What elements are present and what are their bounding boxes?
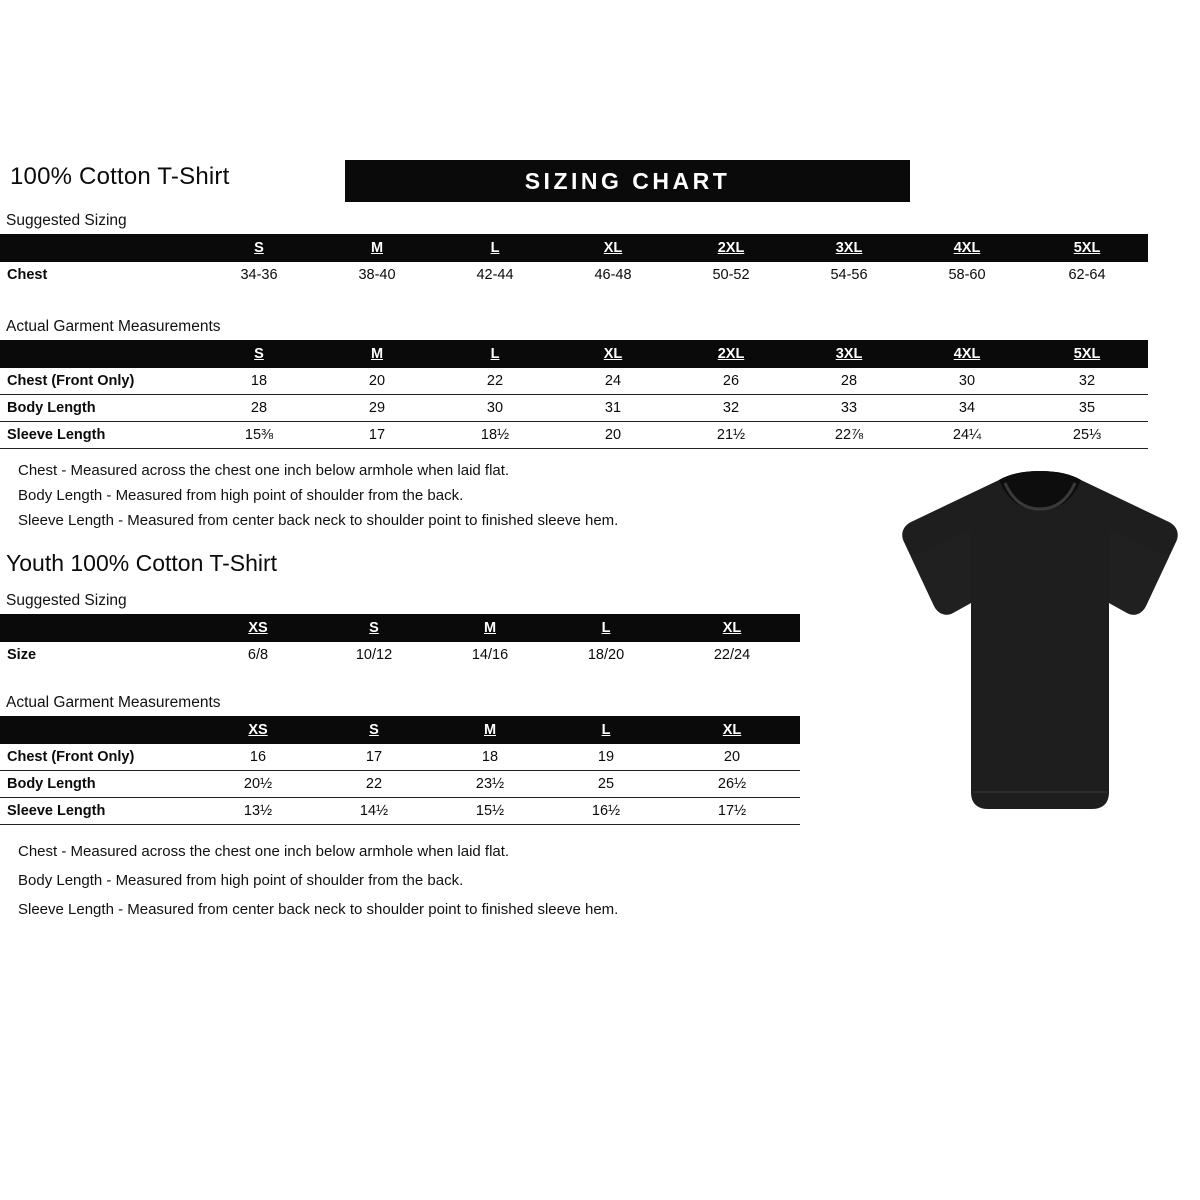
- adult-actual-measurements-table: [0, 340, 1148, 449]
- col-header-xl: XL: [554, 234, 672, 262]
- col-header-xl: XL: [664, 716, 800, 744]
- col-header-blank: [0, 234, 200, 262]
- youth-section-title: Youth 100% Cotton T-Shirt: [6, 550, 278, 576]
- cell-sleevelength-4xl: 24¼: [908, 422, 1026, 449]
- cell-bodylength-xs: 20½: [200, 771, 316, 798]
- adult-suggested-sizing-label: Suggested Sizing: [6, 212, 127, 229]
- cell-chest-xl: 46-48: [594, 267, 632, 283]
- col-header-5xl: 5XL: [1026, 234, 1148, 262]
- col-header-xs: XS: [200, 614, 316, 642]
- cell-bodylength-3xl: 33: [790, 395, 908, 422]
- youth-suggested-sizing-table: [0, 614, 800, 668]
- col-header-l: L: [548, 614, 664, 642]
- cell-chest-3xl: 54-56: [830, 267, 868, 283]
- col-header-l: L: [436, 340, 554, 368]
- cell-chestfront-s: 17: [316, 744, 432, 771]
- cell-sleevelength-m: 15½: [432, 798, 548, 825]
- cell-bodylength-xl: 26½: [664, 771, 800, 798]
- cell-bodylength-l: 25: [548, 771, 664, 798]
- col-header-xl: XL: [664, 614, 800, 642]
- cell-bodylength-s: 22: [316, 771, 432, 798]
- page-title: 100% Cotton T-Shirt: [10, 163, 230, 190]
- cell-sleevelength-l: 18½: [436, 422, 554, 449]
- sizing-chart-banner-label: SIZING CHART: [524, 168, 731, 194]
- row-label-body-length: Body Length: [0, 395, 200, 422]
- col-header-3xl: 3XL: [790, 234, 908, 262]
- table-header-row: [0, 614, 800, 642]
- cell-sleevelength-xl: 17½: [664, 798, 800, 825]
- cell-bodylength-xl: 31: [554, 395, 672, 422]
- col-header-blank: [0, 614, 200, 642]
- col-header-m: M: [318, 340, 436, 368]
- cell-bodylength-4xl: 34: [908, 395, 1026, 422]
- col-header-l: L: [548, 716, 664, 744]
- table-row: [0, 798, 800, 825]
- cell-chest-m: 38-40: [358, 267, 396, 283]
- col-header-blank: [0, 340, 200, 368]
- row-label-chest-front-only: Chest (Front Only): [0, 368, 200, 395]
- cell-sleevelength-3xl: 22⅞: [790, 422, 908, 449]
- table-header-row: [0, 340, 1148, 368]
- col-header-m: M: [318, 234, 436, 262]
- row-label-size: Size: [7, 647, 37, 663]
- cell-sleevelength-l: 16½: [548, 798, 664, 825]
- row-label-body-length: Body Length: [0, 771, 200, 798]
- cell-size-xs: 6/8: [247, 647, 269, 663]
- table-header-row: [0, 234, 1148, 262]
- cell-bodylength-2xl: 32: [672, 395, 790, 422]
- col-header-s: S: [200, 234, 318, 262]
- adult-note-body-length: Body Length - Measured from high point of shoulder from the back.: [18, 487, 464, 504]
- youth-actual-measurements-table: [0, 716, 800, 825]
- table-row: [0, 395, 1148, 422]
- cell-bodylength-s: 28: [200, 395, 318, 422]
- cell-chestfront-m: 18: [432, 744, 548, 771]
- cell-chest-2xl: 50-52: [712, 267, 750, 283]
- adult-suggested-sizing-table: [0, 234, 1148, 288]
- adult-actual-measurements-label: Actual Garment Measurements: [6, 318, 221, 335]
- cell-size-s: 10/12: [355, 647, 393, 663]
- cell-chest-5xl: 62-64: [1068, 267, 1106, 283]
- table-row: [0, 262, 1148, 288]
- cell-sleevelength-s: 15⅜: [200, 422, 318, 449]
- col-header-s: S: [200, 340, 318, 368]
- cell-chestfront-3xl: 28: [790, 368, 908, 395]
- product-image: [895, 470, 1185, 815]
- cell-chestfront-xl: 24: [554, 368, 672, 395]
- col-header-4xl: 4XL: [908, 234, 1026, 262]
- adult-note-sleeve-length: Sleeve Length - Measured from center back neck to shoulder point to finished sleeve hem.: [18, 512, 619, 529]
- col-header-m: M: [432, 716, 548, 744]
- cell-sleevelength-2xl: 21½: [672, 422, 790, 449]
- cell-bodylength-m: 23½: [432, 771, 548, 798]
- cell-sleevelength-m: 17: [318, 422, 436, 449]
- col-header-blank: [0, 716, 200, 744]
- col-header-4xl: 4XL: [908, 340, 1026, 368]
- cell-sleevelength-xs: 13½: [200, 798, 316, 825]
- cell-chestfront-l: 19: [548, 744, 664, 771]
- col-header-s: S: [316, 716, 432, 744]
- col-header-2xl: 2XL: [672, 234, 790, 262]
- table-row: [0, 642, 800, 668]
- youth-suggested-sizing-label: Suggested Sizing: [6, 592, 127, 609]
- col-header-xs: XS: [200, 716, 316, 744]
- row-label-sleeve-length: Sleeve Length: [0, 422, 200, 449]
- youth-note-sleeve-length: Sleeve Length - Measured from center back neck to shoulder point to finished sleeve hem.: [18, 901, 619, 918]
- col-header-5xl: 5XL: [1026, 340, 1148, 368]
- cell-sleevelength-xl: 20: [554, 422, 672, 449]
- cell-chestfront-s: 18: [200, 368, 318, 395]
- table-header-row: [0, 716, 800, 744]
- cell-bodylength-5xl: 35: [1026, 395, 1148, 422]
- table-row: [0, 368, 1148, 395]
- table-row: [0, 771, 800, 798]
- col-header-3xl: 3XL: [790, 340, 908, 368]
- cell-size-m: 14/16: [471, 647, 509, 663]
- youth-note-body-length: Body Length - Measured from high point of shoulder from the back.: [18, 872, 464, 889]
- youth-note-chest: Chest - Measured across the chest one inch below armhole when laid flat.: [18, 843, 510, 860]
- adult-note-chest: Chest - Measured across the chest one inch below armhole when laid flat.: [18, 462, 510, 479]
- cell-bodylength-l: 30: [436, 395, 554, 422]
- youth-actual-measurements-label: Actual Garment Measurements: [6, 694, 221, 711]
- col-header-m: M: [432, 614, 548, 642]
- row-label-chest: Chest: [7, 267, 48, 283]
- row-label-chest-front-only: Chest (Front Only): [0, 744, 200, 771]
- row-label-sleeve-length: Sleeve Length: [0, 798, 200, 825]
- cell-size-l: 18/20: [587, 647, 625, 663]
- cell-sleevelength-5xl: 25⅓: [1026, 422, 1148, 449]
- document-header: [10, 160, 900, 202]
- col-header-2xl: 2XL: [672, 340, 790, 368]
- table-row: [0, 422, 1148, 449]
- col-header-xl: XL: [554, 340, 672, 368]
- cell-size-xl: 22/24: [713, 647, 751, 663]
- cell-chest-l: 42-44: [476, 267, 514, 283]
- cell-chestfront-2xl: 26: [672, 368, 790, 395]
- cell-chestfront-l: 22: [436, 368, 554, 395]
- cell-chest-s: 34-36: [240, 267, 278, 283]
- table-row: [0, 744, 800, 771]
- col-header-s: S: [316, 614, 432, 642]
- cell-chest-4xl: 58-60: [948, 267, 986, 283]
- sizing-chart-banner: [345, 160, 910, 202]
- cell-chestfront-xs: 16: [200, 744, 316, 771]
- cell-sleevelength-s: 14½: [316, 798, 432, 825]
- cell-chestfront-5xl: 32: [1026, 368, 1148, 395]
- cell-chestfront-m: 20: [318, 368, 436, 395]
- cell-chestfront-xl: 20: [664, 744, 800, 771]
- cell-bodylength-m: 29: [318, 395, 436, 422]
- cell-chestfront-4xl: 30: [908, 368, 1026, 395]
- tshirt-icon: [895, 470, 1185, 815]
- col-header-l: L: [436, 234, 554, 262]
